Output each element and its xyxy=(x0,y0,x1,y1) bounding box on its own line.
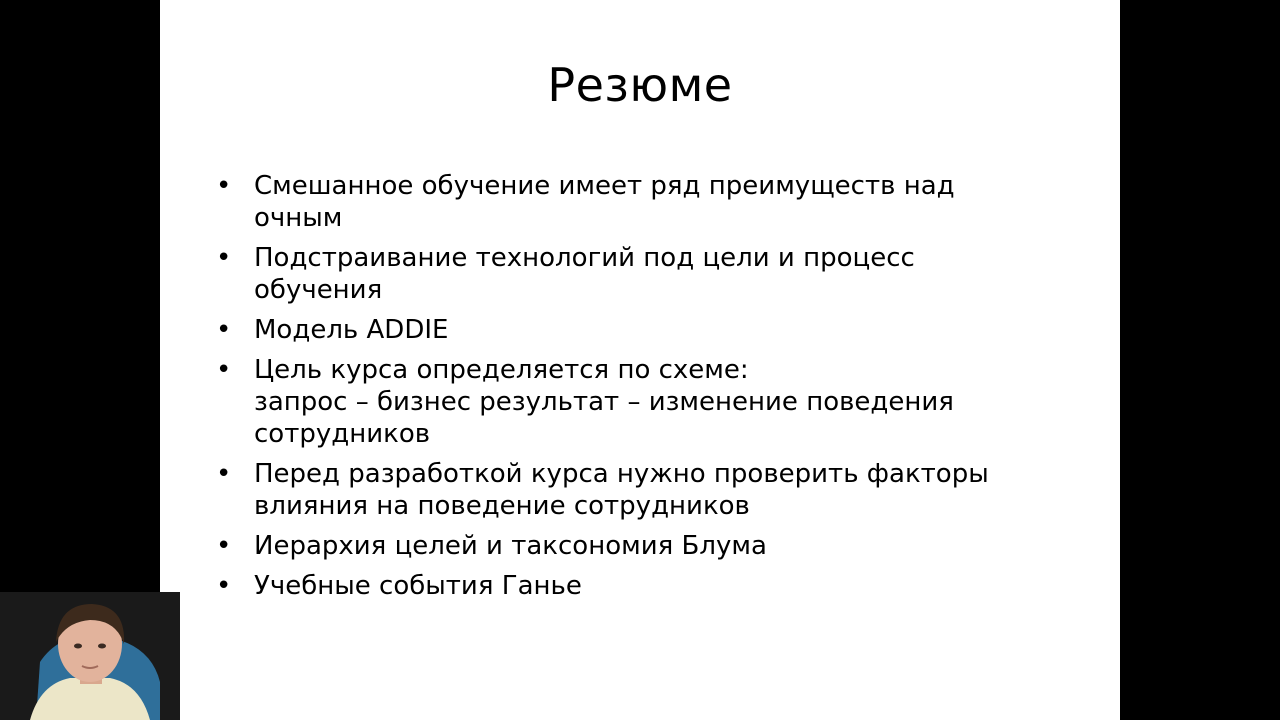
bullet-text-line: обучения xyxy=(254,275,383,305)
bullet-text-line: Учебные события Ганье xyxy=(254,571,582,601)
slide-title: Резюме xyxy=(547,58,733,112)
bullet-item xyxy=(216,570,1076,602)
bullet-dot-icon: • xyxy=(216,531,232,561)
bullet-item xyxy=(216,170,1076,234)
bullet-item xyxy=(216,242,1076,306)
bullet-dot-icon: • xyxy=(216,355,232,385)
bullet-dot-icon: • xyxy=(216,315,232,345)
slide xyxy=(160,0,1120,720)
bullet-dot-icon: • xyxy=(216,171,232,201)
bullet-text-line: Иерархия целей и таксономия Блума xyxy=(254,531,767,561)
bullet-text-line: влияния на поведение сотрудников xyxy=(254,491,750,521)
bullet-item xyxy=(216,458,1076,522)
bullet-text-line: Цель курса определяется по схеме: xyxy=(254,355,749,385)
bullet-text-line: Модель ADDIE xyxy=(254,315,449,345)
webcam-overlay xyxy=(0,592,180,720)
bullet-dot-icon: • xyxy=(216,571,232,601)
bullet-dot-icon: • xyxy=(216,243,232,273)
bullet-text-line: Перед разработкой курса нужно проверить факторы xyxy=(254,459,989,489)
bullet-item xyxy=(216,314,1076,346)
bullet-text-line: Смешанное обучение имеет ряд преимуществ над xyxy=(254,171,955,201)
bullet-text-line: сотрудников xyxy=(254,419,431,449)
bullet-text-line: Подстраивание технологий под цели и процесс xyxy=(254,243,915,273)
bullet-list xyxy=(216,170,1076,610)
bullet-dot-icon: • xyxy=(216,459,232,489)
bullet-text-line: очным xyxy=(254,203,343,233)
bullet-item xyxy=(216,354,1076,450)
bullet-text-line: запрос – бизнес результат – изменение поведения xyxy=(254,387,954,417)
presenter-webcam-icon xyxy=(0,592,180,720)
bullet-item xyxy=(216,530,1076,562)
